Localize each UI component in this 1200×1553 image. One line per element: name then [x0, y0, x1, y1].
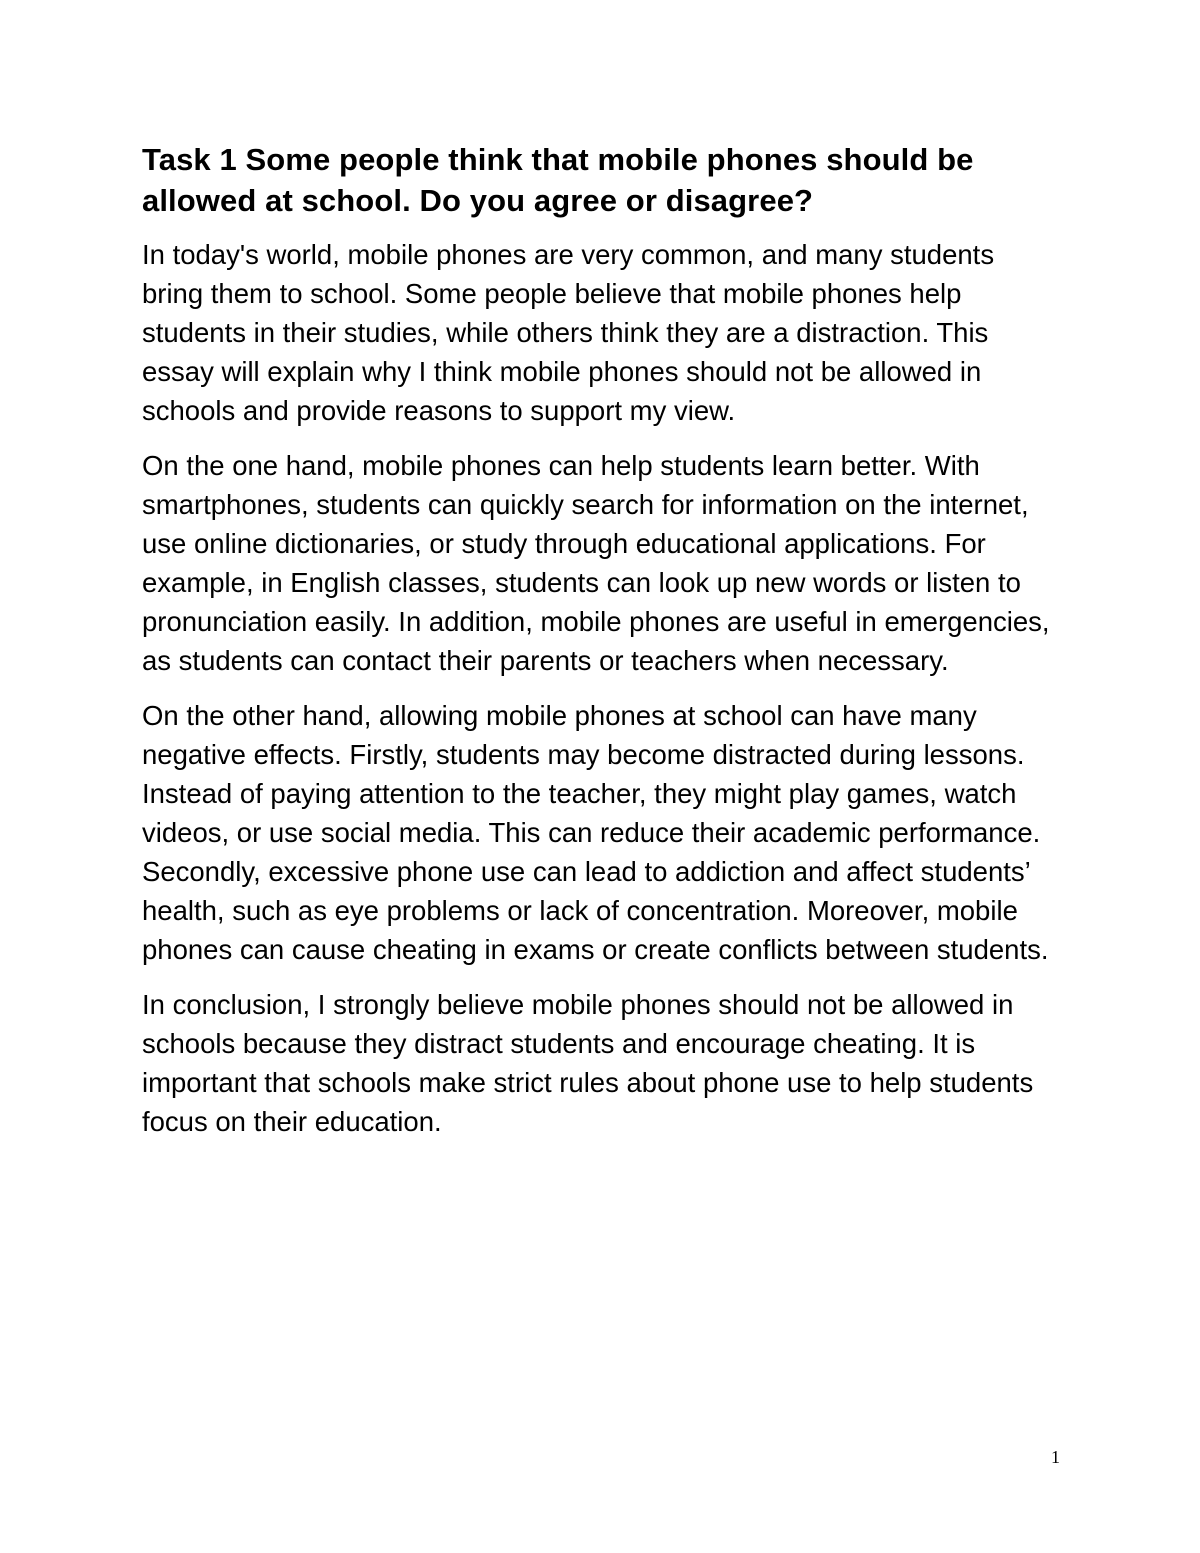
essay-paragraph-conclusion: In conclusion, I strongly believe mobile phones should not be allowed in schools because they distract students and encourage cheating. It is important that schools make strict rules about phone use to help students focus on their education. [142, 989, 1034, 1137]
essay-content [142, 139, 1062, 1157]
essay-paragraph-advantages: On the one hand, mobile phones can help students learn better. With smartphones, students can quickly search for information on the internet, use online dictionaries, or study through educational applications. For example, in English classes, students can look up new words or listen to pronunciation easily. In addition, mobile phones are useful in emergencies, as students can contact their parents or teachers when necessary. [142, 450, 1050, 676]
essay-title: Task 1 Some people think that mobile phones should be allowed at school. Do you agree or disagree? [142, 142, 974, 218]
essay-paragraph-disadvantages: On the other hand, allowing mobile phones at school can have many negative effects. Firstly, students may become distracted during lessons. Instead of paying attention to the teacher, they might play games, watch videos, or use social media. This can reduce their academic performance. Secondly, excessive phone use can lead to addiction and affect students’ health, such as eye problems or lack of concentration. Moreover, mobile phones can cause cheating in exams or create conflicts between students. [142, 700, 1049, 965]
page-number: 1 [1051, 1447, 1060, 1467]
essay-paragraph-introduction: In today's world, mobile phones are very common, and many students bring them to school. Some people believe that mobile phones help students in their studies, while others think they are a distraction. This essay will explain why I think mobile phones should not be allowed in schools and provide reasons to support my view. [142, 239, 995, 426]
